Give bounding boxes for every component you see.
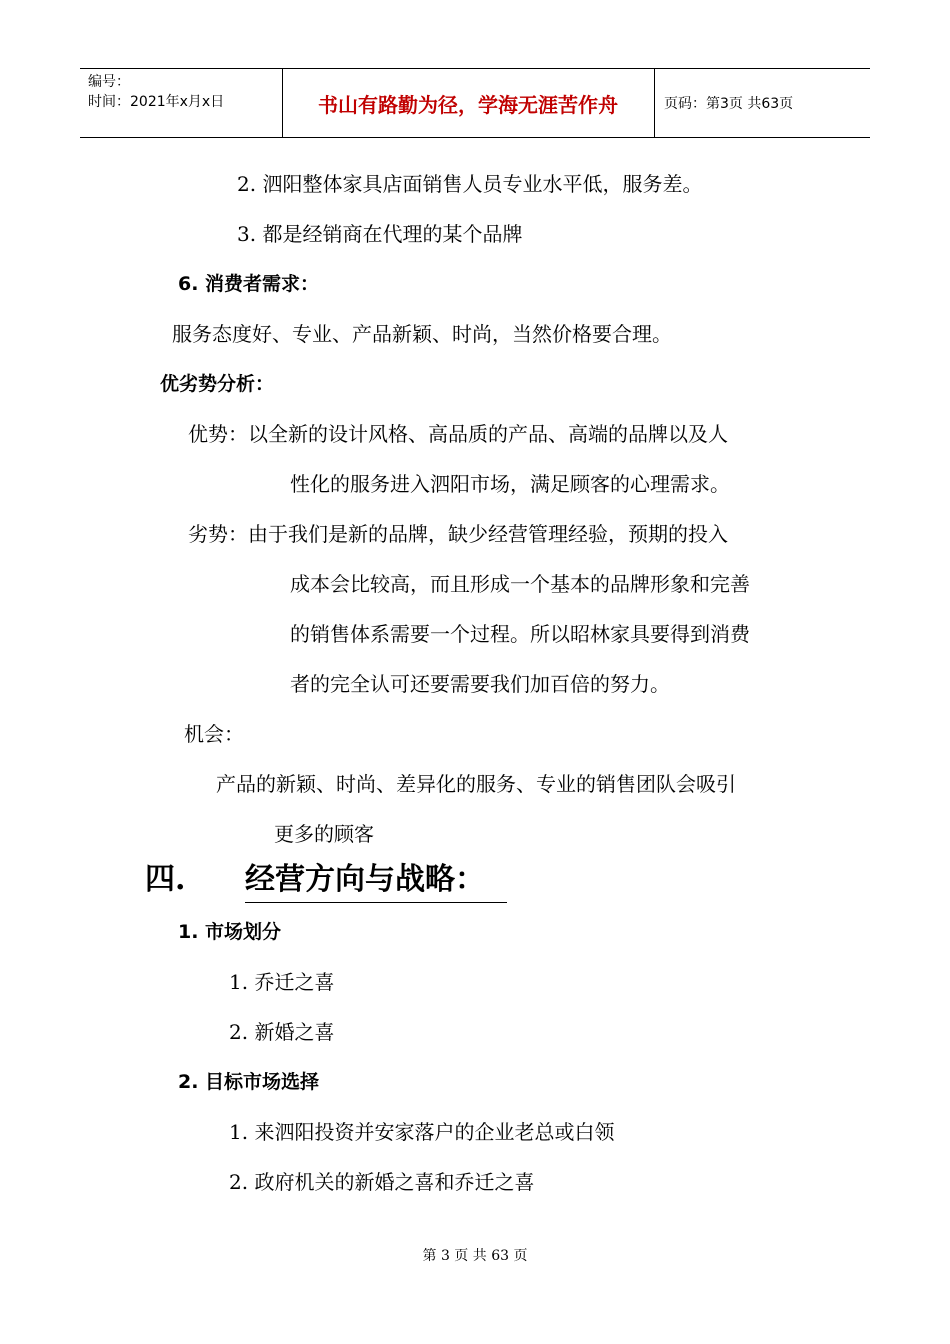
target-market-heading: 2. 目标市场选择 (178, 1071, 320, 1093)
disadvantage-line-1: 劣势：由于我们是新的品牌，缺少经营管理经验，预期的投入 (188, 522, 728, 546)
target-market-item-2: 2. 政府机关的新婚之喜和乔迁之喜 (229, 1170, 535, 1194)
opportunity-line-2: 更多的顾客 (274, 822, 374, 846)
header-motto: 书山有路勤为径，学海无涯苦作舟 (318, 92, 618, 117)
opportunity-line-1: 产品的新颖、时尚、差异化的服务、专业的销售团队会吸引 (216, 772, 736, 796)
page-header (80, 68, 870, 138)
header-divider-right (654, 69, 655, 137)
market-division-heading: 1. 市场划分 (178, 921, 282, 943)
consumer-needs-text: 服务态度好、专业、产品新颖、时尚，当然价格要合理。 (172, 322, 672, 346)
disadvantage-line-3: 的销售体系需要一个过程。所以昭林家具要得到消费 (290, 622, 750, 646)
section-4-number: 四. (145, 862, 186, 897)
section-4-title: 经营方向与战略： (245, 858, 507, 903)
document-number-label: 编号： (88, 74, 130, 90)
opportunity-label: 机会： (184, 722, 244, 746)
document-date: 时间：2021年x月x日 (88, 94, 225, 110)
competitor-point-3: 3. 都是经销商在代理的某个品牌 (237, 222, 523, 246)
competitor-point-2: 2. 泗阳整体家具店面销售人员专业水平低，服务差。 (237, 172, 703, 196)
advantage-line-1: 优势：以全新的设计风格、高品质的产品、高端的品牌以及人 (188, 422, 728, 446)
consumer-needs-heading: 6. 消费者需求： (178, 273, 320, 295)
market-division-item-2: 2. 新婚之喜 (229, 1020, 335, 1044)
header-page-info: 页码：第3页 共63页 (664, 96, 794, 112)
page-footer: 第 3 页 共 63 页 (422, 1248, 528, 1264)
disadvantage-line-2: 成本会比较高，而且形成一个基本的品牌形象和完善 (290, 572, 750, 596)
swot-heading: 优劣势分析： (160, 373, 275, 395)
section-4-heading (145, 858, 485, 902)
header-meta (88, 72, 224, 112)
disadvantage-line-4: 者的完全认可还要需要我们加百倍的努力。 (290, 672, 670, 696)
target-market-item-1: 1. 来泗阳投资并安家落户的企业老总或白领 (229, 1120, 615, 1144)
market-division-item-1: 1. 乔迁之喜 (229, 970, 335, 994)
advantage-line-2: 性化的服务进入泗阳市场，满足顾客的心理需求。 (290, 472, 730, 496)
